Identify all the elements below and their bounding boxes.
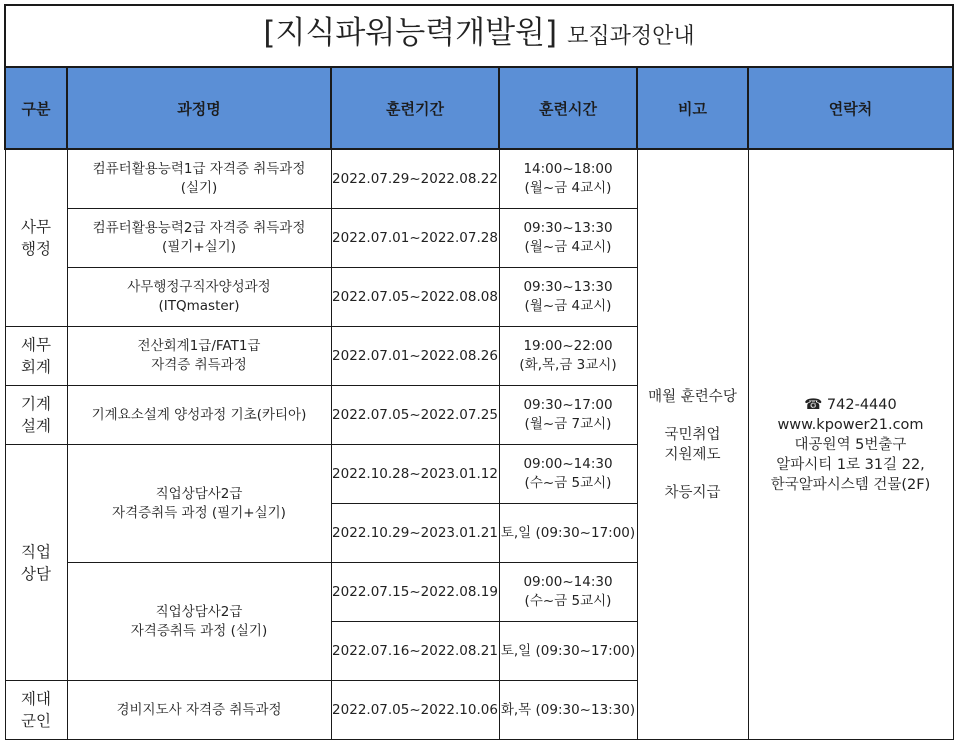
category-line2: 회계 <box>21 358 51 376</box>
course-cell <box>67 268 331 327</box>
time-line1: 09:30~13:30 <box>523 279 613 295</box>
note-line1: 매월 훈련수당 <box>648 388 737 405</box>
note-line2: 국민취업 <box>664 426 721 443</box>
website: www.kpower21.com <box>777 416 924 433</box>
category-line2: 상담 <box>21 564 51 583</box>
time-cell <box>499 268 637 327</box>
time-line1: 19:00~22:00 <box>523 338 613 354</box>
category-line1: 제대 <box>21 690 51 708</box>
time-cell <box>499 386 637 445</box>
time-line2: (수~금 5교시) <box>524 593 612 609</box>
period-cell: 2022.07.29~2022.08.22 <box>331 149 499 209</box>
category-line2: 설계 <box>21 417 51 435</box>
course-line2: 자격증취득 과정 (실기) <box>130 622 268 639</box>
course-cell <box>67 386 331 445</box>
address-line1: 대공원역 5번출구 <box>794 436 907 453</box>
time-line1: 화,목 (09:30~13:30) <box>500 701 636 718</box>
time-cell <box>499 209 637 268</box>
time-cell <box>499 149 637 209</box>
header-contact: 연락처 <box>748 67 953 149</box>
category-cell <box>5 445 67 681</box>
header-course-name: 과정명 <box>67 67 331 149</box>
time-line2: (화,목,금 3교시) <box>519 357 617 373</box>
title-sub: 모집과정안내 <box>567 23 695 49</box>
category-cell <box>5 149 67 327</box>
time-line1: 09:30~13:30 <box>523 220 613 236</box>
course-line2: 자격증취득 과정 (필기+실기) <box>112 504 286 521</box>
period-cell: 2022.07.05~2022.07.25 <box>331 386 499 445</box>
period-cell: 2022.07.16~2022.08.21 <box>331 622 499 681</box>
time-cell <box>499 504 637 563</box>
note-cell <box>637 149 748 740</box>
table-row <box>5 149 953 209</box>
course-line2: (ITQmaster) <box>158 298 240 314</box>
course-line1: 경비지도사 자격증 취득과정 <box>116 701 282 718</box>
time-line1: 09:00~14:30 <box>523 456 613 472</box>
category-line1: 기계 <box>21 395 51 413</box>
course-line1: 전산회계1급/FAT1급 <box>137 338 261 354</box>
note-line3: 지원제도 <box>664 446 721 463</box>
time-cell <box>499 681 637 740</box>
note-line4: 차등지급 <box>664 484 721 501</box>
phone-line <box>749 395 953 415</box>
phone-icon: ☎ <box>804 396 823 413</box>
title-main: [지식파워능력개발원] <box>263 14 558 51</box>
course-line1: 직업상담사2급 <box>155 485 243 502</box>
course-guide-table <box>4 4 954 740</box>
period-cell: 2022.07.05~2022.08.08 <box>331 268 499 327</box>
period-cell: 2022.10.29~2023.01.21 <box>331 504 499 563</box>
course-line2: 자격증 취득과정 <box>151 357 247 373</box>
period-cell: 2022.07.05~2022.10.06 <box>331 681 499 740</box>
category-line2: 행정 <box>21 240 51 258</box>
course-line1: 컴퓨터활용능력2급 자격증 취득과정 <box>92 220 306 236</box>
course-cell <box>67 327 331 386</box>
period-cell: 2022.10.28~2023.01.12 <box>331 445 499 504</box>
course-cell <box>67 209 331 268</box>
course-guide-table-wrapper <box>4 4 952 737</box>
course-line1: 기계요소설계 양성과정 기초(카티아) <box>91 406 307 423</box>
header-period: 훈련기간 <box>331 67 499 149</box>
course-cell <box>67 563 331 681</box>
time-cell <box>499 445 637 504</box>
time-line1: 14:00~18:00 <box>523 161 613 177</box>
category-line1: 직업 <box>21 542 51 561</box>
time-line1: 09:30~17:00 <box>523 397 613 413</box>
period-cell: 2022.07.01~2022.07.28 <box>331 209 499 268</box>
address-line2: 알파시티 1로 31길 22, <box>776 456 925 473</box>
time-cell <box>499 327 637 386</box>
category-cell <box>5 681 67 740</box>
time-line2: (수~금 5교시) <box>524 475 612 491</box>
address-line3: 한국알파시스템 건물(2F) <box>770 476 931 493</box>
time-line1: 토,일 (09:30~17:00) <box>500 524 636 541</box>
period-cell: 2022.07.01~2022.08.26 <box>331 327 499 386</box>
time-line1: 09:00~14:30 <box>523 574 613 590</box>
header-note: 비고 <box>637 67 748 149</box>
header-time: 훈련시간 <box>499 67 637 149</box>
time-line1: 토,일 (09:30~17:00) <box>500 642 636 659</box>
course-line2: (필기+실기) <box>161 239 236 255</box>
course-cell <box>67 681 331 740</box>
time-cell <box>499 563 637 622</box>
course-cell <box>67 445 331 563</box>
phone-number: 742-4440 <box>826 396 897 413</box>
table-header-row <box>5 67 953 149</box>
course-line1: 직업상담사2급 <box>155 603 243 620</box>
category-line1: 사무 <box>21 218 51 236</box>
category-cell <box>5 327 67 386</box>
time-cell <box>499 622 637 681</box>
category-cell <box>5 386 67 445</box>
time-line2: (월~금 4교시) <box>524 180 612 196</box>
course-line2: (실기) <box>180 180 218 196</box>
header-category: 구분 <box>5 67 67 149</box>
category-line2: 군인 <box>21 712 51 730</box>
page-title <box>5 5 953 67</box>
course-cell <box>67 149 331 209</box>
time-line2: (월~금 4교시) <box>524 239 612 255</box>
category-line1: 세무 <box>21 336 51 354</box>
time-line2: (월~금 7교시) <box>524 416 612 432</box>
course-line1: 컴퓨터활용능력1급 자격증 취득과정 <box>92 161 306 177</box>
period-cell: 2022.07.15~2022.08.19 <box>331 563 499 622</box>
contact-cell <box>748 149 953 740</box>
course-line1: 사무행정구직자양성과정 <box>127 279 271 295</box>
time-line2: (월~금 4교시) <box>524 298 612 314</box>
